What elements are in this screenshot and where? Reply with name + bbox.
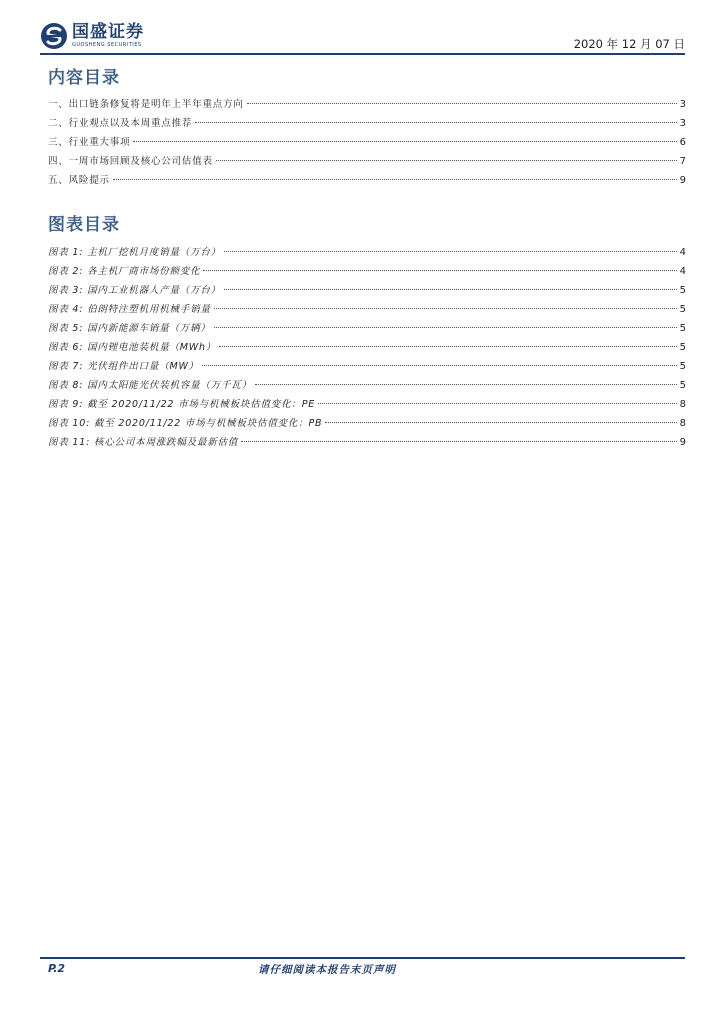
page-ref: 5 bbox=[679, 304, 686, 315]
figure-caption: 伯朗特注塑机用机械手销量 bbox=[87, 304, 211, 315]
figure-caption: 光伏组件出口量（MW） bbox=[87, 361, 199, 372]
figure-entry-label bbox=[48, 434, 238, 448]
figure-entry[interactable] bbox=[48, 377, 686, 396]
dot-leader bbox=[325, 422, 676, 423]
figure-entry[interactable] bbox=[48, 282, 686, 301]
dot-leader bbox=[224, 289, 677, 290]
figure-caption: 主机厂挖机月度销量（万台） bbox=[87, 247, 221, 258]
figure-number: 图表 2: bbox=[48, 266, 84, 277]
toc-entry-label: 一、出口链条修复将是明年上半年重点方向 bbox=[48, 99, 244, 110]
page-ref: 4 bbox=[679, 266, 686, 277]
figure-number: 图表 7: bbox=[48, 361, 84, 372]
figure-number: 图表 5: bbox=[48, 323, 84, 334]
figure-caption: 国内锂电池装机量（MWh） bbox=[87, 342, 217, 353]
company-logo bbox=[40, 22, 144, 50]
page-header bbox=[40, 22, 685, 54]
figure-caption: 国内太阳能光伏装机容量（万千瓦） bbox=[87, 380, 252, 391]
dot-leader bbox=[133, 141, 676, 142]
figure-caption: 截至 2020/11/22 市场与机械板块估值变化：PE bbox=[87, 399, 316, 410]
page-ref: 8 bbox=[679, 399, 686, 410]
figure-entry-label bbox=[48, 263, 200, 277]
figure-number: 图表 3: bbox=[48, 285, 84, 296]
figure-caption: 截至 2020/11/22 市场与机械板块估值变化：PB bbox=[93, 418, 323, 429]
page-ref: 5 bbox=[679, 380, 686, 391]
dot-leader bbox=[203, 270, 676, 271]
figure-number: 图表 6: bbox=[48, 342, 84, 353]
disclaimer-note: 请仔细阅读本报告末页声明 bbox=[258, 964, 396, 976]
figure-caption: 国内新能源车销量（万辆） bbox=[87, 323, 211, 334]
figure-list-title: 图表目录 bbox=[48, 215, 120, 235]
page-ref: 8 bbox=[679, 418, 686, 429]
toc-entry[interactable] bbox=[48, 96, 686, 115]
figure-entry[interactable] bbox=[48, 263, 686, 282]
figure-entry[interactable] bbox=[48, 301, 686, 320]
figure-entry-label bbox=[48, 358, 199, 372]
dot-leader bbox=[318, 403, 677, 404]
toc-entry[interactable] bbox=[48, 134, 686, 153]
logo-english-name: GUOSHENG SECURITIES bbox=[72, 42, 142, 48]
footer-divider bbox=[40, 957, 685, 959]
figure-entry-label bbox=[48, 377, 252, 391]
toc-entry[interactable] bbox=[48, 172, 686, 191]
figure-entry[interactable] bbox=[48, 339, 686, 358]
dot-leader bbox=[214, 308, 677, 309]
figure-entry-label bbox=[48, 244, 221, 258]
figure-entry[interactable] bbox=[48, 415, 686, 434]
toc-list bbox=[48, 96, 686, 191]
page-ref: 9 bbox=[679, 175, 686, 186]
guosheng-logo-icon bbox=[40, 22, 68, 50]
page-ref: 9 bbox=[679, 437, 686, 448]
figure-caption: 各主机厂商市场份额变化 bbox=[87, 266, 201, 277]
page-ref: 3 bbox=[679, 99, 686, 110]
figure-list bbox=[48, 244, 686, 453]
dot-leader bbox=[224, 251, 677, 252]
figure-entry[interactable] bbox=[48, 396, 686, 415]
figure-number: 图表 1: bbox=[48, 247, 84, 258]
figure-number: 图表 10: bbox=[48, 418, 91, 429]
dot-leader bbox=[241, 441, 676, 442]
figure-entry[interactable] bbox=[48, 434, 686, 453]
figure-number: 图表 8: bbox=[48, 380, 84, 391]
dot-leader bbox=[219, 346, 677, 347]
page-ref: 5 bbox=[679, 342, 686, 353]
dot-leader bbox=[113, 179, 677, 180]
figure-entry-label bbox=[48, 282, 221, 296]
page-ref: 7 bbox=[679, 156, 686, 167]
toc-entry[interactable] bbox=[48, 115, 686, 134]
logo-chinese-name: 国盛证券 bbox=[72, 22, 144, 42]
figure-entry-label bbox=[48, 320, 211, 334]
toc-title: 内容目录 bbox=[48, 68, 120, 88]
dot-leader bbox=[247, 103, 677, 104]
figure-number: 图表 9: bbox=[48, 399, 84, 410]
figure-entry-label bbox=[48, 339, 216, 353]
figure-caption: 核心公司本周涨跌幅及最新估值 bbox=[93, 437, 239, 448]
report-date: 2020 年 12 月 07 日 bbox=[573, 37, 685, 51]
header-divider bbox=[40, 53, 685, 55]
dot-leader bbox=[195, 122, 676, 123]
page-ref: 5 bbox=[679, 361, 686, 372]
dot-leader bbox=[216, 160, 677, 161]
dot-leader bbox=[202, 365, 677, 366]
page-ref: 5 bbox=[679, 323, 686, 334]
figure-entry-label bbox=[48, 396, 315, 410]
figure-entry[interactable] bbox=[48, 358, 686, 377]
toc-entry-label: 四、一周市场回顾及核心公司估值表 bbox=[48, 156, 213, 167]
page-ref: 5 bbox=[679, 285, 686, 296]
toc-entry-label: 二、行业观点以及本周重点推荐 bbox=[48, 118, 193, 129]
page-ref: 3 bbox=[679, 118, 686, 129]
figure-entry-label bbox=[48, 415, 322, 429]
toc-entry[interactable] bbox=[48, 153, 686, 172]
figure-entry[interactable] bbox=[48, 320, 686, 339]
figure-number: 图表 4: bbox=[48, 304, 84, 315]
dot-leader bbox=[255, 384, 677, 385]
figure-entry[interactable] bbox=[48, 244, 686, 263]
figure-caption: 国内工业机器人产量（万台） bbox=[87, 285, 221, 296]
figure-number: 图表 11: bbox=[48, 437, 91, 448]
page-ref: 4 bbox=[679, 247, 686, 258]
toc-entry-label: 五、风险提示 bbox=[48, 175, 110, 186]
figure-entry-label bbox=[48, 301, 211, 315]
page-ref: 6 bbox=[679, 137, 686, 148]
toc-entry-label: 三、行业重大事项 bbox=[48, 137, 131, 148]
page-number: P.2 bbox=[48, 962, 66, 975]
dot-leader bbox=[214, 327, 677, 328]
